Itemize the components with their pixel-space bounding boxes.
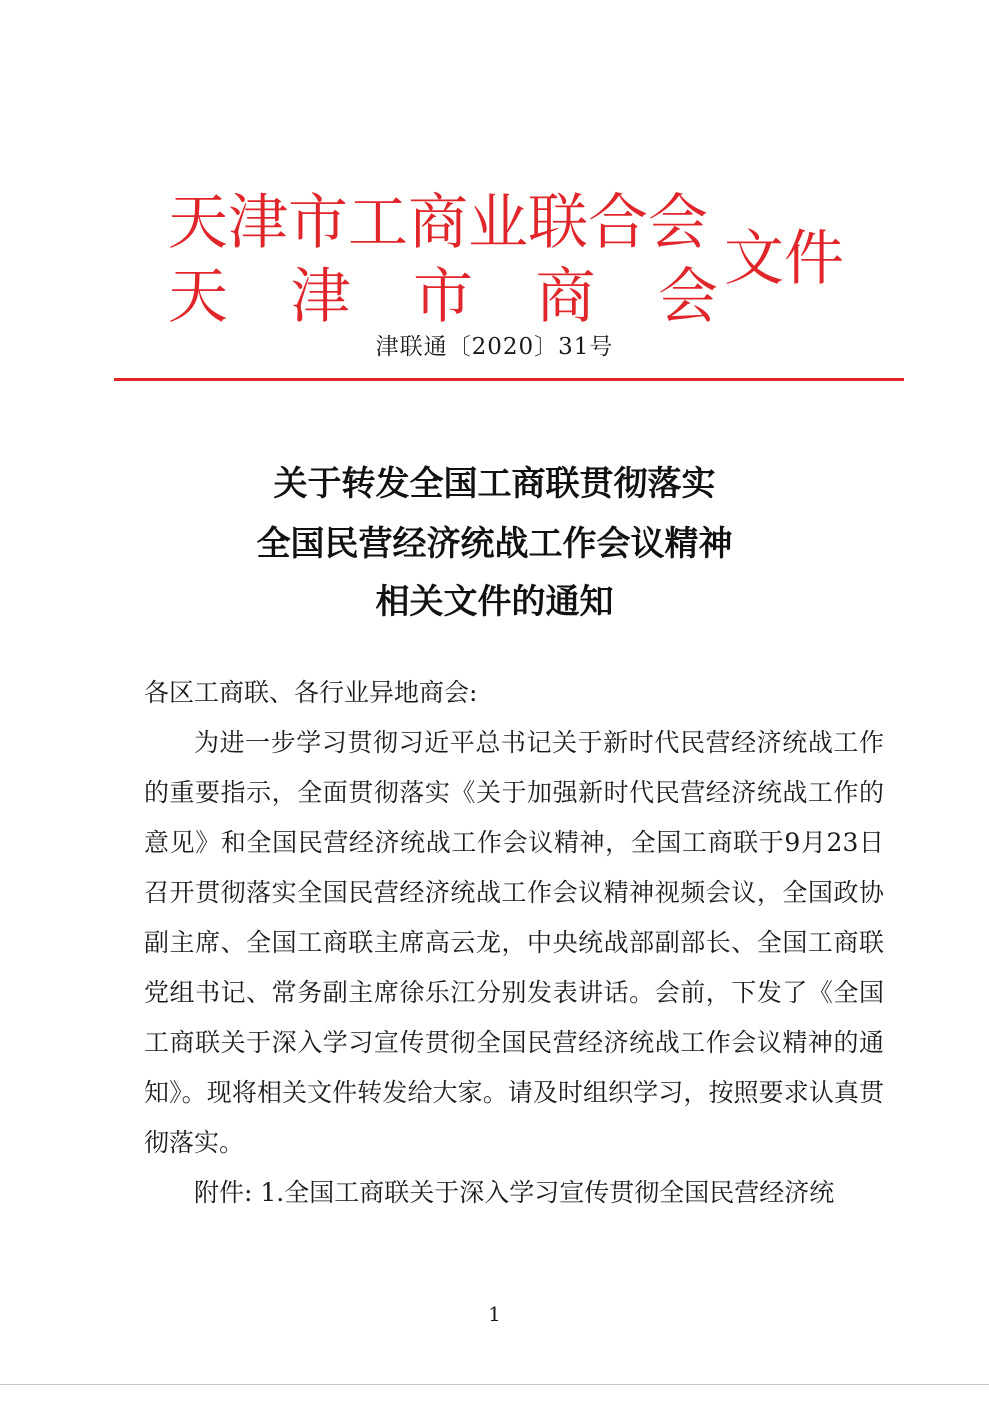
red-header: [168, 182, 868, 332]
issuer-char: 市: [413, 262, 473, 332]
issuer-name-federation: 天津市工商业联合会: [168, 188, 708, 258]
document-title-line-2: 全国民营经济统战工作会议精神: [256, 524, 733, 564]
red-divider: [114, 378, 904, 381]
document-number: 津联通〔2020〕31号: [375, 334, 614, 360]
issuer-char: 商: [535, 262, 596, 332]
document-body: [144, 668, 884, 1218]
body-paragraph: 为进一步学习贯彻习近平总书记关于新时代民营经济统战工作的重要指示，全面贯彻落实《关于加强新时代民营经济统战工作的意见》和全国民营经济统战工作会议精神，全国工商联于9月23日召开贯彻落实全国民营经济统战工作会议精神视频会议，全国政协副主席、全国工商联主席高云龙，中央统战部副部长、全国工商联党组书记、常务副主席徐乐江分别发表讲话。会前，下发了《全国工商联关于深入学习宣传贯彻全国民营经济统战工作会议精神的通知》。现将相关文件转发给大家。请及时组织学习，按照要求认真贯彻落实。: [144, 728, 884, 1157]
page-number: 1: [488, 1302, 501, 1326]
issuer-char: 津: [290, 262, 351, 332]
scan-edge-line: [0, 1384, 989, 1385]
document-kind-label: 文件: [724, 224, 844, 294]
issuer-char: 会: [658, 262, 718, 332]
issuer-name-chamber: [168, 264, 718, 330]
salutation: 各区工商联、各行业异地商会:: [144, 678, 478, 707]
attachment-line: 附件: 1.全国工商联关于深入学习宣传贯彻全国民营经济统: [194, 1178, 835, 1207]
issuer-char: 天: [168, 262, 228, 332]
document-title-line-1: 关于转发全国工商联贯彻落实: [273, 464, 716, 504]
document-title-line-3: 相关文件的通知: [375, 582, 614, 622]
